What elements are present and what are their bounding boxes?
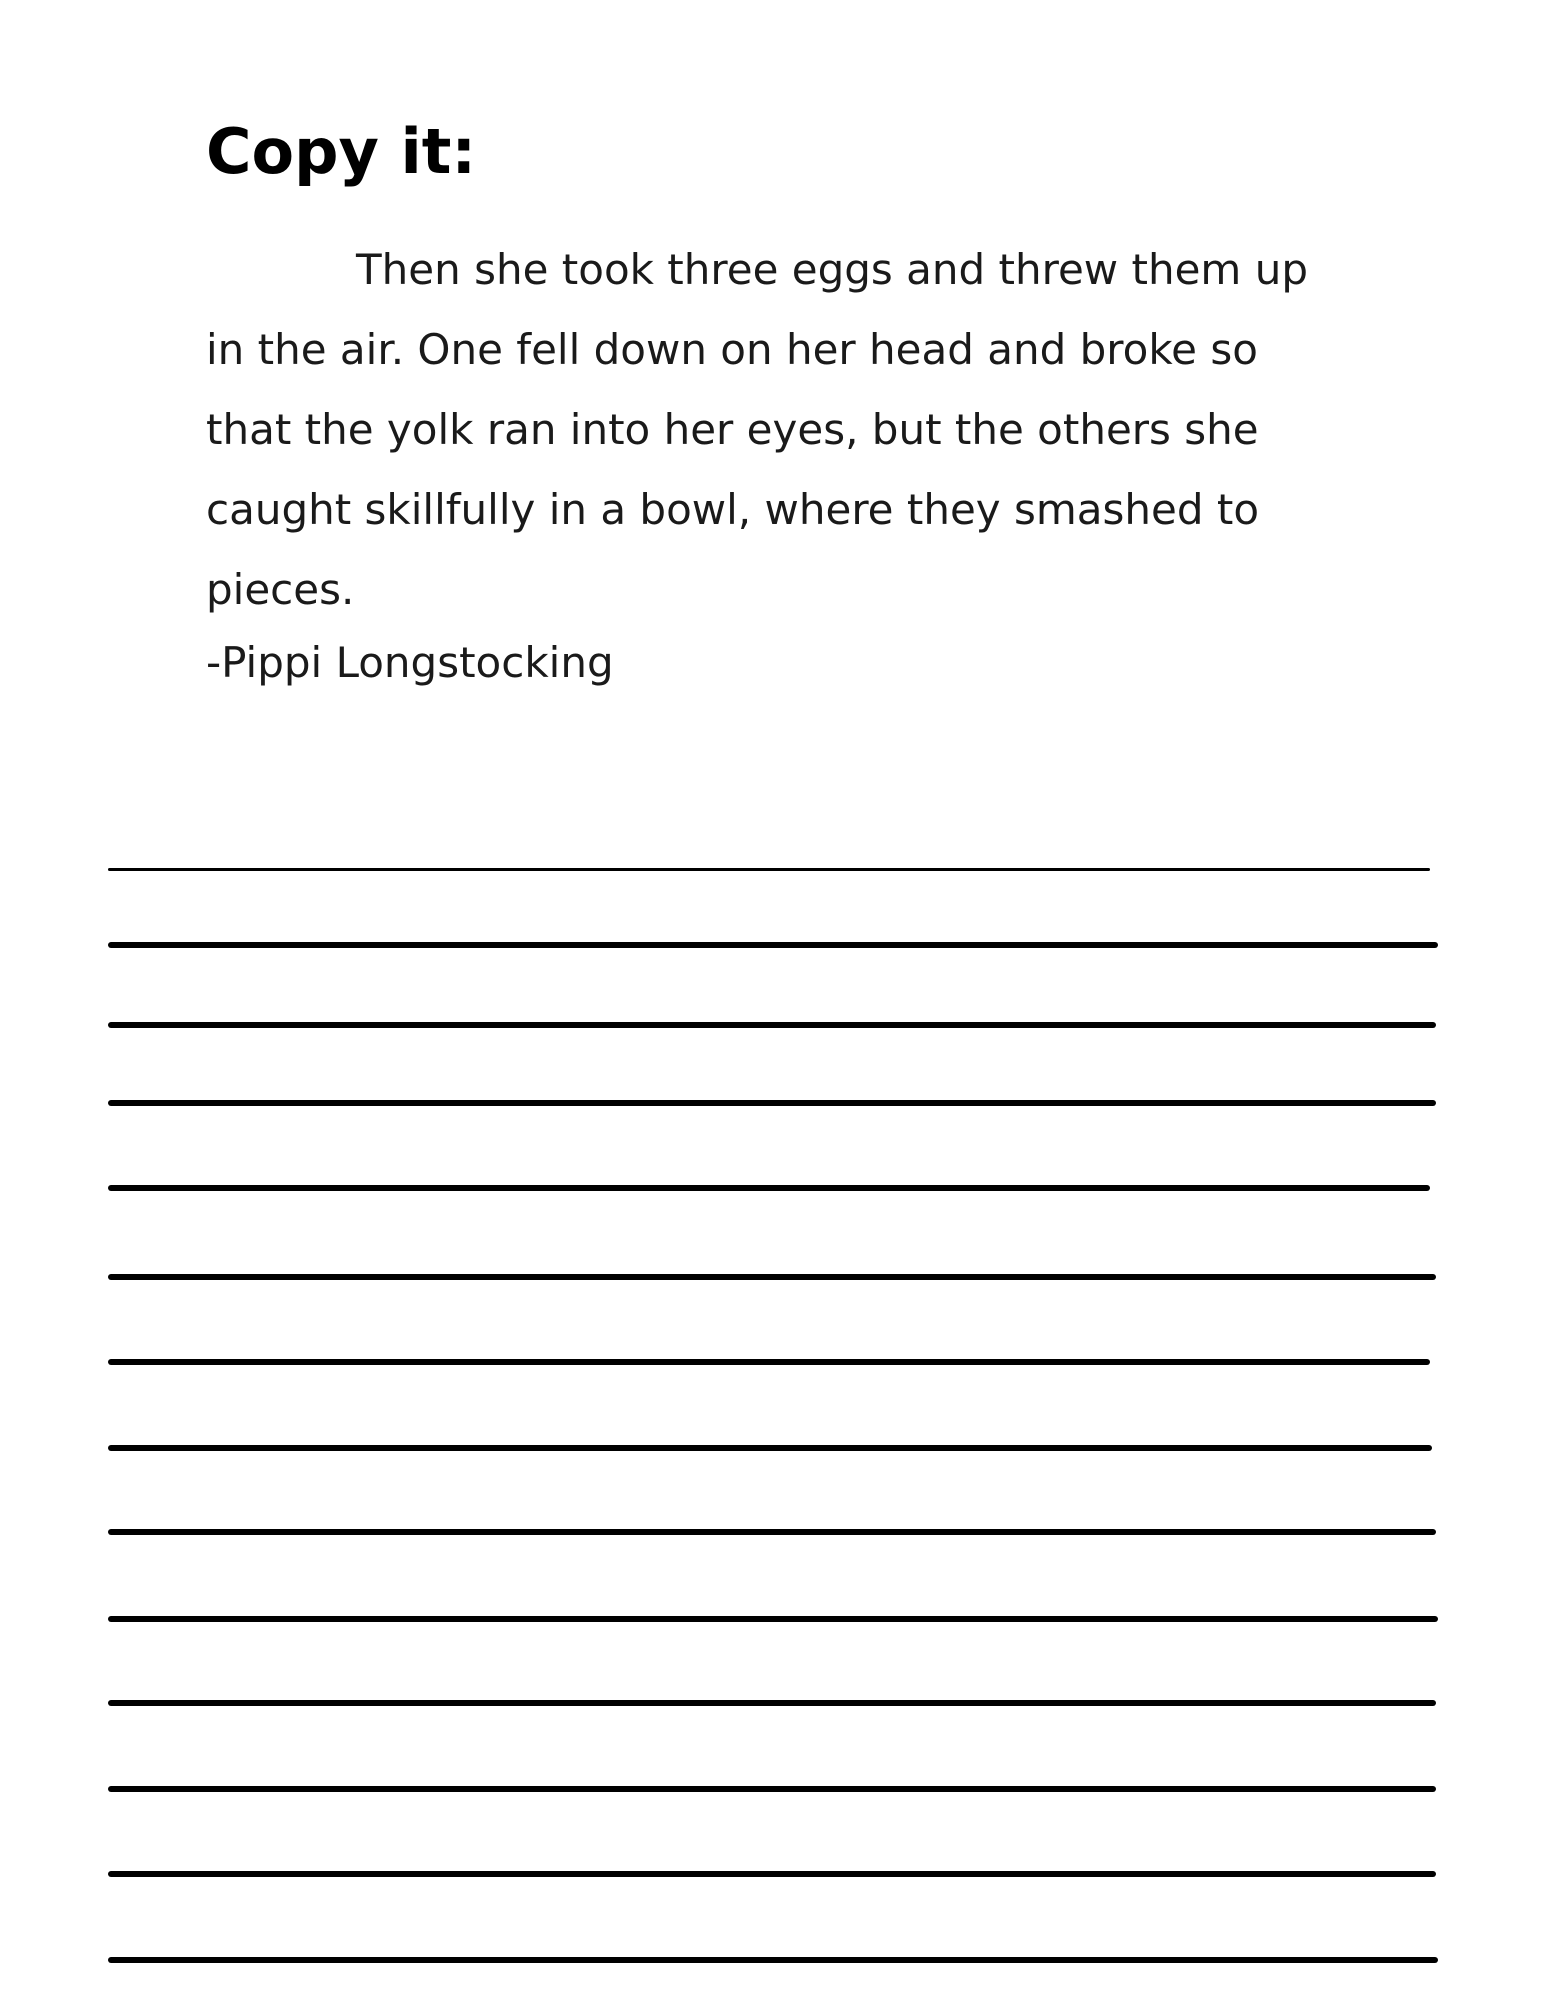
- attribution-text: -Pippi Longstocking: [206, 638, 614, 687]
- passage-line: pieces.: [206, 565, 355, 614]
- page-title: Copy it:: [206, 115, 477, 188]
- writing-line: [108, 868, 1430, 871]
- passage-line: Then she took three eggs and threw them up: [356, 245, 1308, 294]
- writing-line: [108, 1786, 1436, 1792]
- writing-line: [108, 1616, 1438, 1622]
- writing-line: [108, 1957, 1438, 1963]
- writing-line: [108, 942, 1438, 948]
- writing-line: [108, 1274, 1436, 1280]
- writing-line: [108, 1871, 1436, 1877]
- writing-line: [108, 1359, 1430, 1365]
- passage-line: that the yolk ran into her eyes, but the others she: [206, 405, 1259, 454]
- writing-line: [108, 1700, 1436, 1706]
- passage-line: caught skillfully in a bowl, where they smashed to: [206, 485, 1260, 534]
- writing-line: [108, 1445, 1432, 1451]
- passage-text: [206, 230, 1308, 630]
- writing-line: [108, 1529, 1436, 1535]
- writing-line: [108, 1185, 1430, 1191]
- writing-line: [108, 1022, 1436, 1028]
- passage-line: in the air. One fell down on her head and broke so: [206, 325, 1258, 374]
- writing-line: [108, 1100, 1436, 1106]
